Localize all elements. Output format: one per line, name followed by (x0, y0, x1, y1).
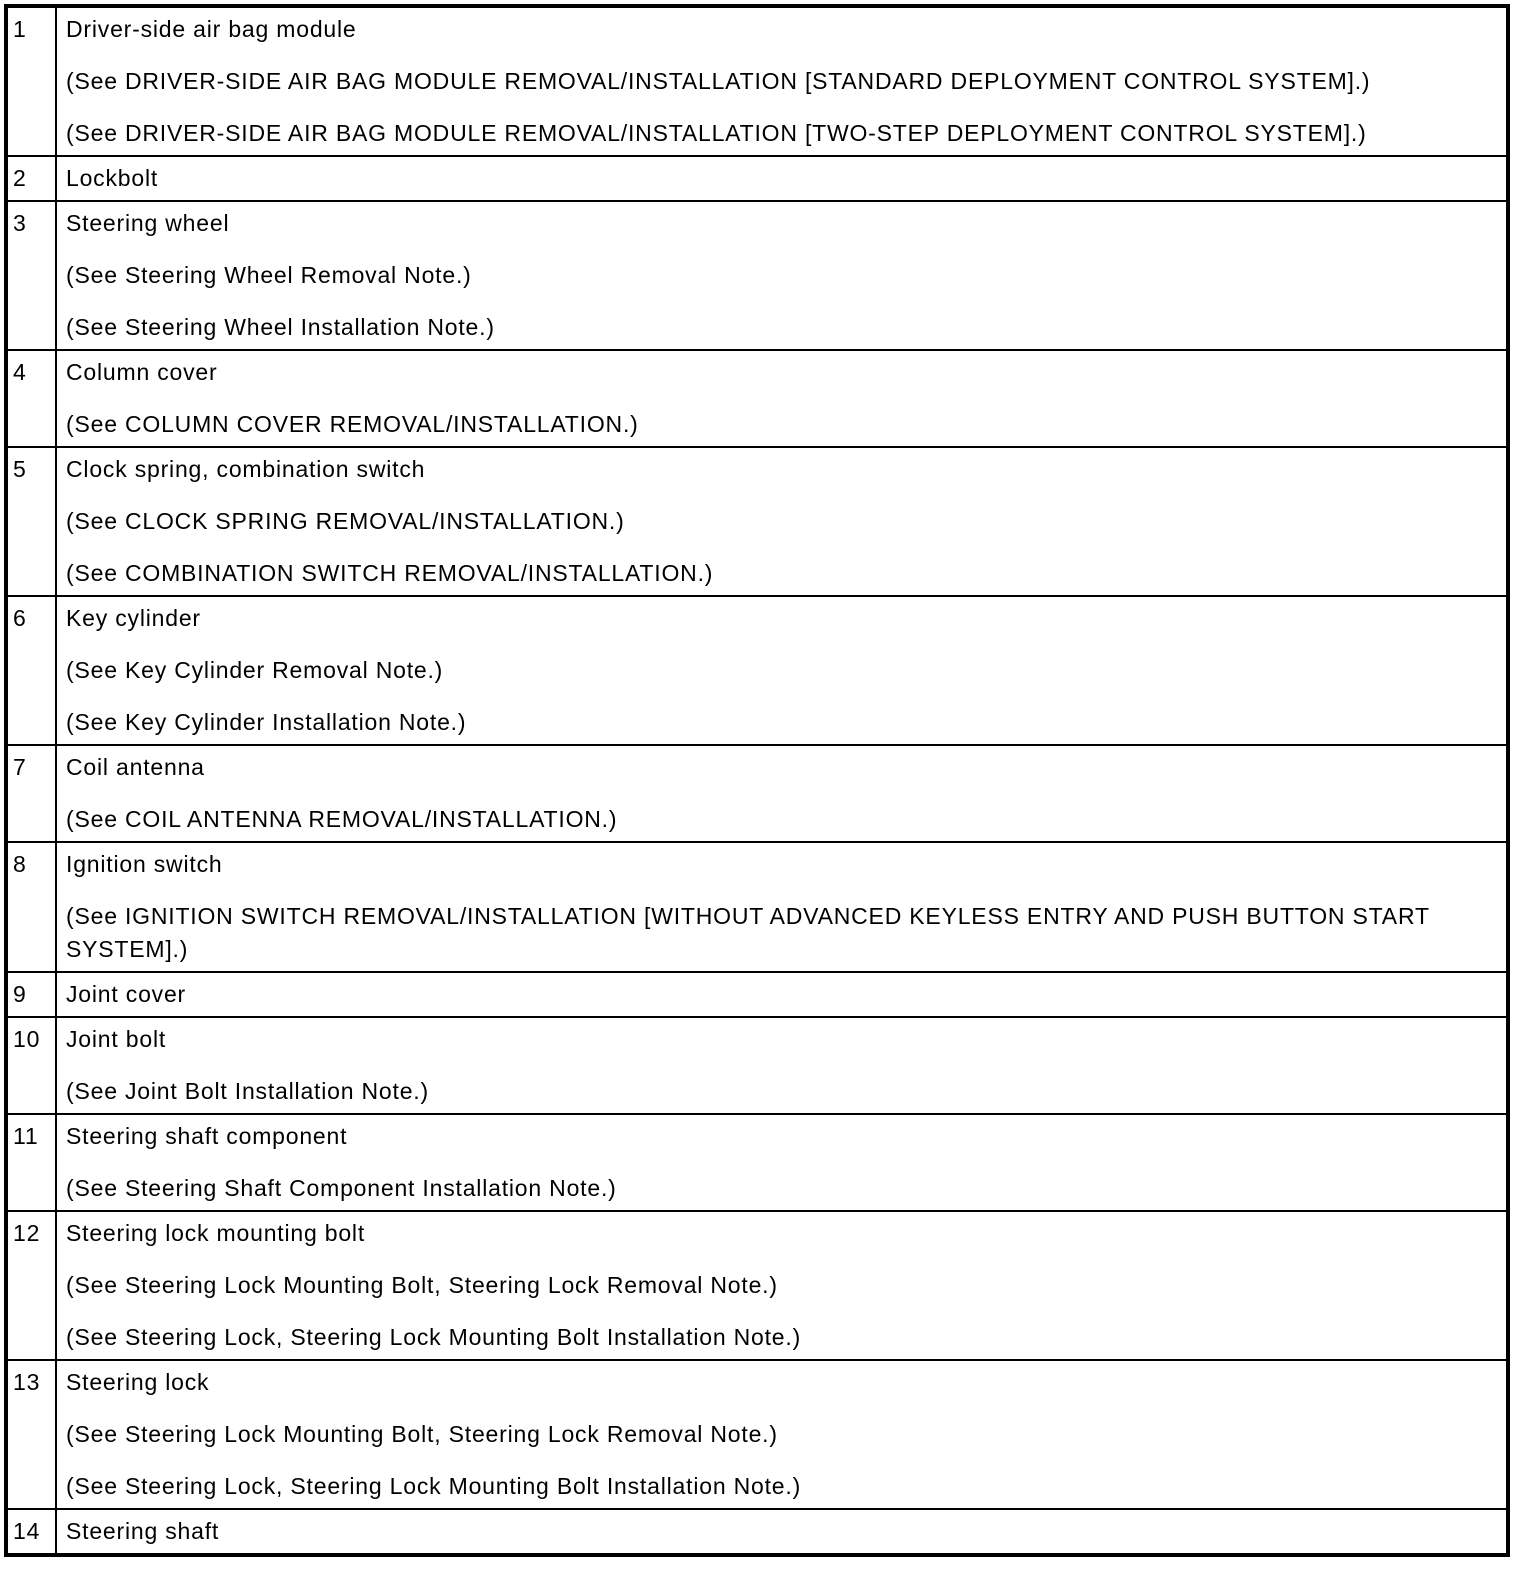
item-number: 2 (6, 156, 56, 201)
item-see-note: (See DRIVER-SIDE AIR BAG MODULE REMOVAL/INSTALLATION [TWO-STEP DEPLOYMENT CONTROL SYSTEM].) (66, 120, 1367, 146)
item-see-note: (See Steering Lock, Steering Lock Mounting Bolt Installation Note.) (66, 1324, 802, 1350)
item-description-cell (56, 201, 1508, 350)
table-row (6, 1360, 1508, 1509)
item-number: 11 (6, 1114, 56, 1211)
item-number: 4 (6, 350, 56, 447)
item-see-note: (See Steering Wheel Removal Note.) (66, 262, 472, 288)
item-description-cell (56, 1114, 1508, 1211)
item-number: 8 (6, 842, 56, 972)
item-name: Key cylinder (66, 605, 201, 631)
item-see-note: (See CLOCK SPRING REMOVAL/INSTALLATION.) (66, 508, 625, 534)
item-description-cell (56, 972, 1508, 1017)
item-see-note: (See Steering Lock Mounting Bolt, Steering Lock Removal Note.) (66, 1272, 778, 1298)
item-see-note: (See Joint Bolt Installation Note.) (66, 1078, 429, 1104)
item-number: 1 (6, 6, 56, 156)
item-name: Ignition switch (66, 851, 223, 877)
table-row (6, 201, 1508, 350)
item-name: Steering shaft component (66, 1123, 348, 1149)
table-row (6, 1509, 1508, 1555)
table-row (6, 6, 1508, 156)
item-name: Steering lock (66, 1369, 210, 1395)
parts-list-table (4, 4, 1510, 1557)
item-name: Steering wheel (66, 210, 230, 236)
item-name: Column cover (66, 359, 218, 385)
table-row (6, 350, 1508, 447)
item-name: Coil antenna (66, 754, 205, 780)
table-row (6, 1114, 1508, 1211)
table-row (6, 972, 1508, 1017)
item-name: Steering lock mounting bolt (66, 1220, 366, 1246)
table-row (6, 156, 1508, 201)
item-see-note: (See Key Cylinder Installation Note.) (66, 709, 467, 735)
item-number: 12 (6, 1211, 56, 1360)
item-see-note: (See COIL ANTENNA REMOVAL/INSTALLATION.) (66, 806, 618, 832)
item-description-cell (56, 596, 1508, 745)
item-description-cell (56, 1017, 1508, 1114)
item-see-note: (See Steering Lock Mounting Bolt, Steering Lock Removal Note.) (66, 1421, 778, 1447)
item-number: 10 (6, 1017, 56, 1114)
item-number: 5 (6, 447, 56, 596)
table-row (6, 745, 1508, 842)
item-name: Driver-side air bag module (66, 16, 357, 42)
item-name: Lockbolt (66, 165, 159, 191)
table-row (6, 447, 1508, 596)
item-name: Joint cover (66, 981, 187, 1007)
item-see-note: (See Steering Shaft Component Installation Note.) (66, 1175, 617, 1201)
item-description-cell (56, 745, 1508, 842)
item-number: 14 (6, 1509, 56, 1555)
item-description-cell (56, 1509, 1508, 1555)
table-row (6, 1211, 1508, 1360)
table-row (6, 1017, 1508, 1114)
item-number: 3 (6, 201, 56, 350)
item-number: 13 (6, 1360, 56, 1509)
item-description-cell (56, 447, 1508, 596)
item-description-cell (56, 156, 1508, 201)
item-description-cell (56, 350, 1508, 447)
item-description-cell (56, 6, 1508, 156)
parts-list-body (6, 6, 1508, 1555)
item-see-note: (See COLUMN COVER REMOVAL/INSTALLATION.) (66, 411, 639, 437)
item-name: Clock spring, combination switch (66, 456, 426, 482)
table-row (6, 596, 1508, 745)
item-see-note: (See Key Cylinder Removal Note.) (66, 657, 444, 683)
item-number: 9 (6, 972, 56, 1017)
item-description-cell (56, 1211, 1508, 1360)
item-name: Joint bolt (66, 1026, 167, 1052)
item-see-note: (See COMBINATION SWITCH REMOVAL/INSTALLATION.) (66, 560, 714, 586)
item-see-note: (See DRIVER-SIDE AIR BAG MODULE REMOVAL/INSTALLATION [STANDARD DEPLOYMENT CONTROL SYSTEM].) (66, 68, 1371, 94)
item-see-note: (See Steering Wheel Installation Note.) (66, 314, 495, 340)
item-name: Steering shaft (66, 1518, 220, 1544)
item-number: 6 (6, 596, 56, 745)
item-see-note: (See Steering Lock, Steering Lock Mounting Bolt Installation Note.) (66, 1473, 802, 1499)
table-row (6, 842, 1508, 972)
item-see-note: (See IGNITION SWITCH REMOVAL/INSTALLATION [WITHOUT ADVANCED KEYLESS ENTRY AND PUSH BUTTON START SYSTEM].) (66, 903, 1430, 962)
item-number: 7 (6, 745, 56, 842)
item-description-cell (56, 1360, 1508, 1509)
item-description-cell (56, 842, 1508, 972)
